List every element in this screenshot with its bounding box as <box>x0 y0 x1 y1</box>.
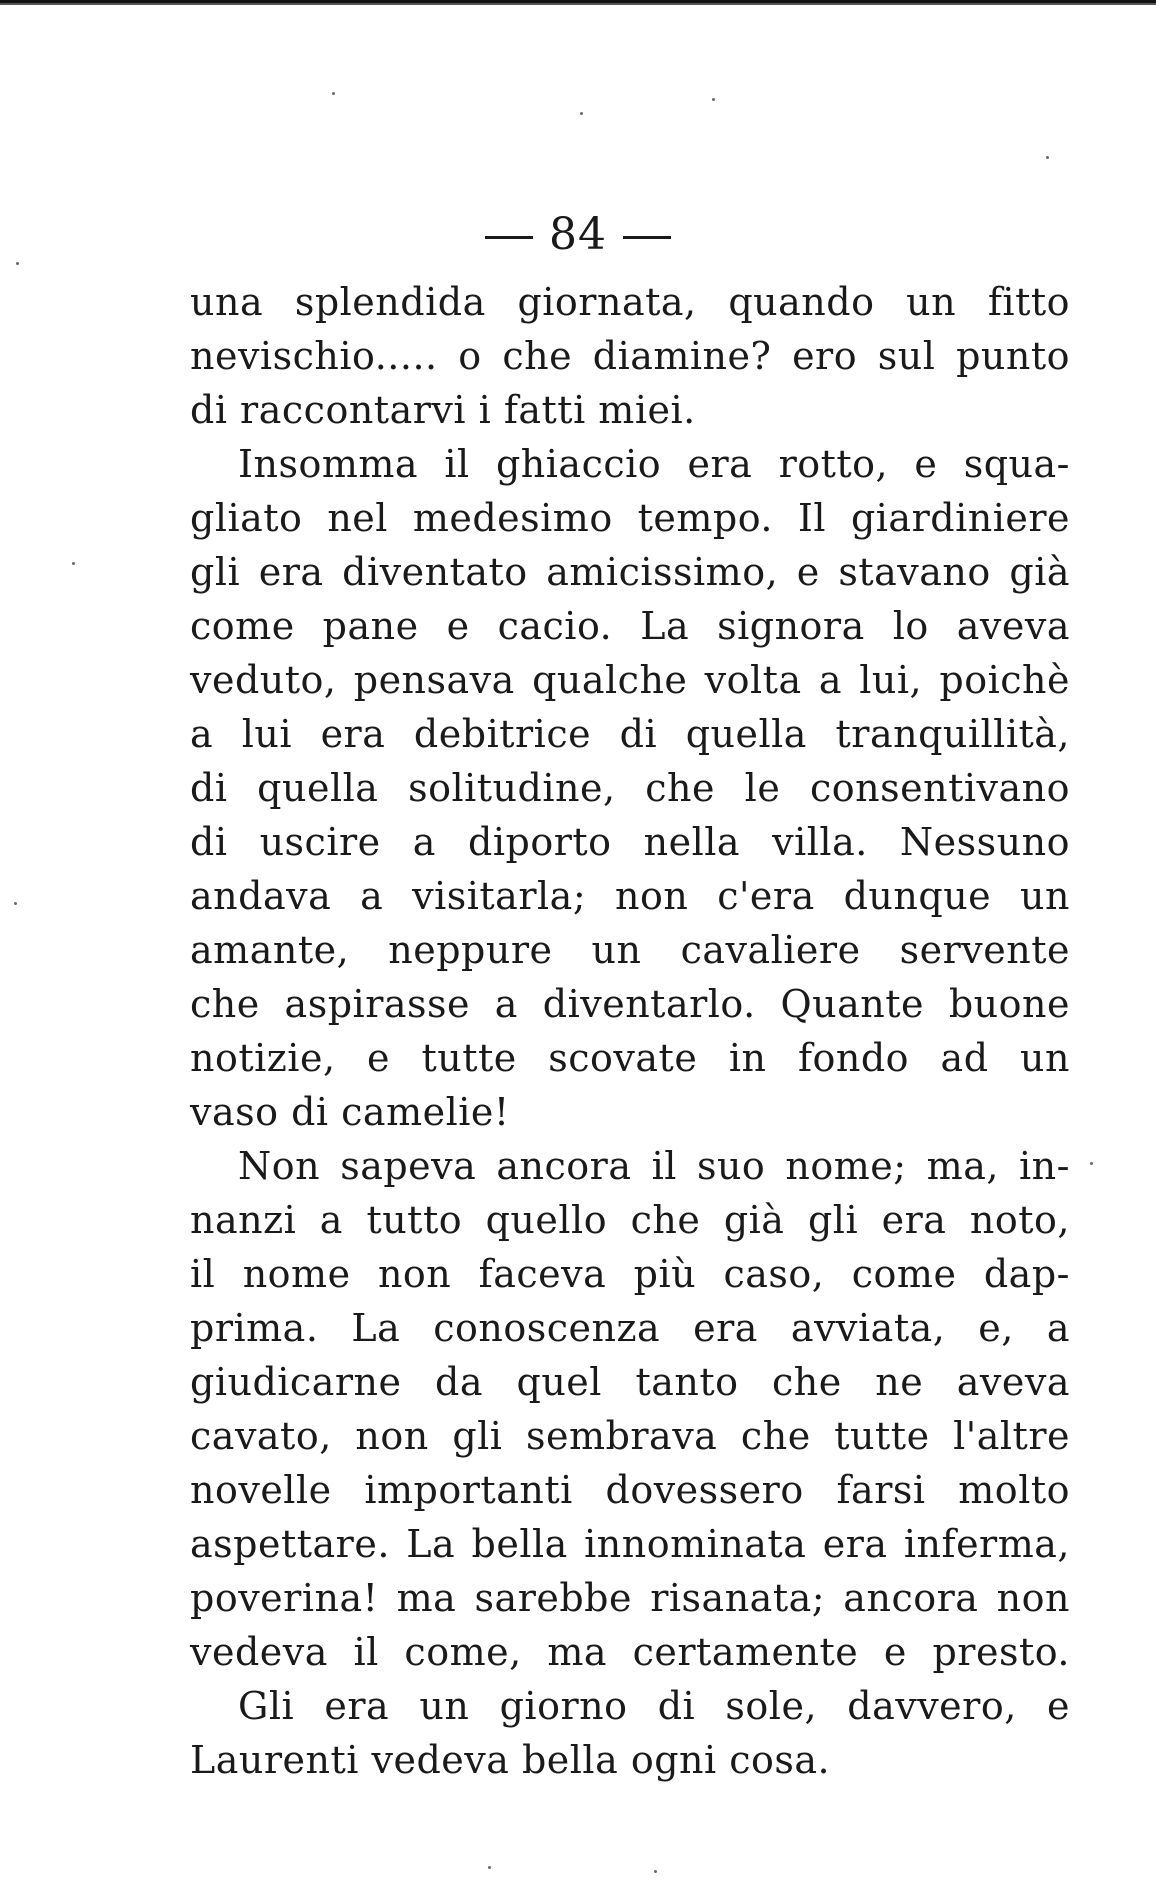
scan-speck <box>16 262 19 265</box>
text-line: come pane e cacio. La signora lo aveva <box>190 604 1070 648</box>
scan-speck <box>14 902 17 905</box>
text-line: nanzi a tutto quello che già gli era noto, <box>190 1198 1070 1242</box>
text-line: di raccontarvi i fatti miei. <box>190 388 696 432</box>
header-left-dash <box>485 236 533 239</box>
text-line: poverina! ma sarebbe risanata; ancora non <box>190 1576 1070 1620</box>
header-right-dash <box>623 236 671 239</box>
page-top-edge <box>0 0 1156 7</box>
text-line: il nome non faceva più caso, come dap- <box>190 1252 1070 1296</box>
text-line: andava a visitarla; non c'era dunque un <box>190 874 1070 918</box>
text-line: di quella solitudine, che le consentivano <box>190 766 1070 810</box>
paragraph-start-line: Gli era un giorno di sole, davvero, e <box>238 1684 1070 1728</box>
paragraph-start-line: Insomma il ghiaccio era rotto, e squa- <box>238 442 1070 486</box>
text-line: gli era diventato amicissimo, e stavano già <box>190 550 1070 594</box>
paragraph-start-line: Non sapeva ancora il suo nome; ma, in- <box>238 1144 1070 1188</box>
text-line: Laurenti vedeva bella ogni cosa. <box>190 1738 831 1782</box>
text-line: nevischio..... o che diamine? ero sul punto <box>190 334 1070 378</box>
text-line: veduto, pensava qualche volta a lui, poichè <box>190 658 1070 702</box>
text-line: prima. La conoscenza era avviata, e, a <box>190 1306 1070 1350</box>
text-line: cavato, non gli sembrava che tutte l'altre <box>190 1414 1070 1458</box>
text-line: vaso di camelie! <box>190 1090 510 1134</box>
page-header <box>0 205 1156 265</box>
text-line: amante, neppure un cavaliere servente <box>190 928 1070 972</box>
text-line: a lui era debitrice di quella tranquillità, <box>190 712 1070 756</box>
scan-speck <box>712 98 715 101</box>
text-line: novelle importanti dovessero farsi molto <box>190 1468 1070 1512</box>
page-number: 84 <box>549 209 607 260</box>
scan-speck <box>1090 1162 1093 1165</box>
scan-speck <box>72 562 75 565</box>
text-line: aspettare. La bella innominata era inferma, <box>190 1522 1070 1566</box>
scan-speck <box>488 1866 491 1869</box>
text-line: che aspirasse a diventarlo. Quante buone <box>190 982 1070 1026</box>
text-line: di uscire a diporto nella villa. Nessuno <box>190 820 1070 864</box>
text-line: notizie, e tutte scovate in fondo ad un <box>190 1036 1070 1080</box>
scan-speck <box>654 1870 657 1873</box>
scan-speck <box>332 92 335 95</box>
text-line: una splendida giornata, quando un fitto <box>190 280 1070 324</box>
text-line: vedeva il come, ma certamente e presto. <box>190 1630 1070 1674</box>
text-line: giudicarne da quel tanto che ne aveva <box>190 1360 1070 1404</box>
scan-speck <box>580 112 583 115</box>
text-line: gliato nel medesimo tempo. Il giardiniere <box>190 496 1070 540</box>
scan-speck <box>1046 156 1049 159</box>
